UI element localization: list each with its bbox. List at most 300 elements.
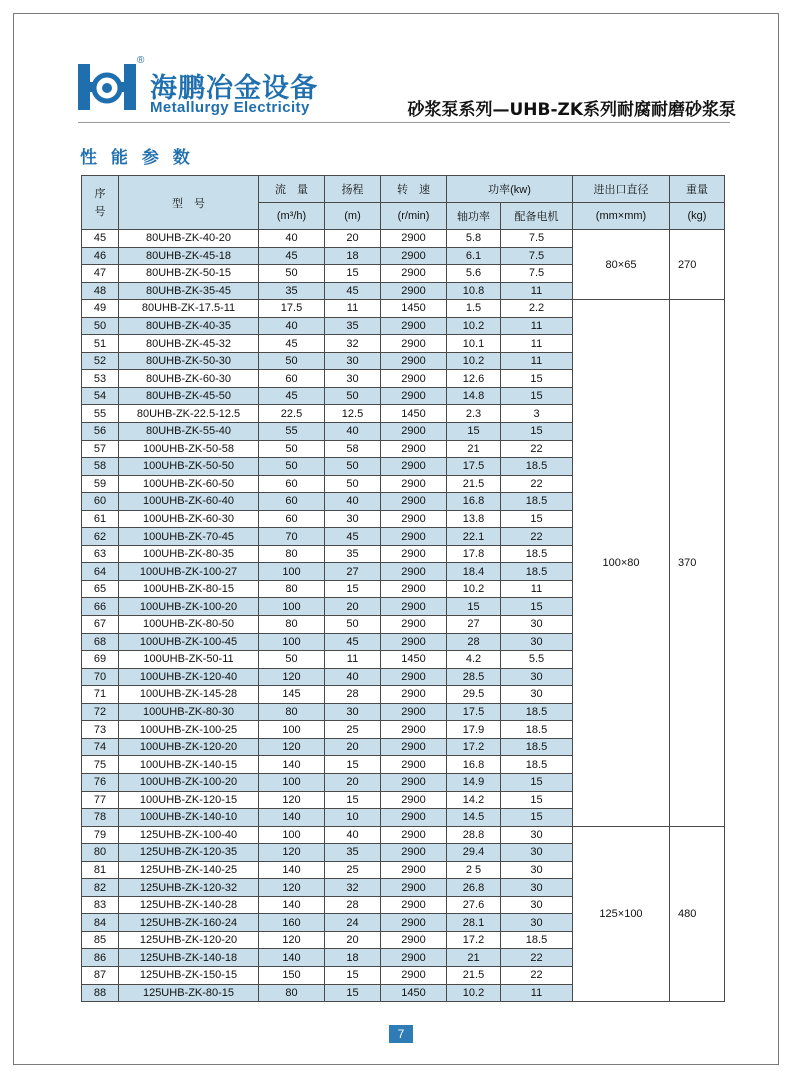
table-row — [82, 826, 725, 844]
row-shaft-power: 17.5 — [447, 703, 501, 721]
row-motor: 11 — [501, 984, 573, 1002]
row-speed: 2900 — [381, 809, 447, 827]
row-speed: 2900 — [381, 528, 447, 546]
row-model: 80UHB-ZK-60-30 — [119, 370, 259, 388]
row-speed: 2900 — [381, 580, 447, 598]
row-model: 100UHB-ZK-60-30 — [119, 510, 259, 528]
row-model: 100UHB-ZK-100-20 — [119, 773, 259, 791]
row-shaft-power: 17.9 — [447, 721, 501, 739]
row-model: 100UHB-ZK-100-25 — [119, 721, 259, 739]
row-model: 80UHB-ZK-40-35 — [119, 317, 259, 335]
row-speed: 2900 — [381, 475, 447, 493]
row-model: 100UHB-ZK-50-11 — [119, 651, 259, 669]
row-no: 65 — [82, 580, 119, 598]
row-no: 80 — [82, 844, 119, 862]
row-speed: 2900 — [381, 966, 447, 984]
row-head: 40 — [325, 668, 381, 686]
row-model: 80UHB-ZK-55-40 — [119, 423, 259, 441]
row-motor: 30 — [501, 668, 573, 686]
row-head: 30 — [325, 352, 381, 370]
row-flow: 145 — [259, 686, 325, 704]
row-head: 11 — [325, 300, 381, 318]
row-flow: 160 — [259, 914, 325, 932]
row-head: 27 — [325, 563, 381, 581]
row-flow: 80 — [259, 580, 325, 598]
row-motor: 15 — [501, 370, 573, 388]
row-no: 74 — [82, 738, 119, 756]
row-no: 61 — [82, 510, 119, 528]
header-divider — [78, 122, 730, 123]
row-flow: 70 — [259, 528, 325, 546]
row-flow: 120 — [259, 668, 325, 686]
row-motor: 11 — [501, 282, 573, 300]
row-model: 100UHB-ZK-120-20 — [119, 738, 259, 756]
header-speed: 转 速 — [381, 176, 447, 203]
row-no: 72 — [82, 703, 119, 721]
row-speed: 2900 — [381, 265, 447, 283]
row-speed: 2900 — [381, 861, 447, 879]
row-speed: 2900 — [381, 616, 447, 634]
row-model: 80UHB-ZK-35-45 — [119, 282, 259, 300]
row-flow: 55 — [259, 423, 325, 441]
row-model: 125UHB-ZK-120-20 — [119, 931, 259, 949]
row-shaft-power: 21 — [447, 949, 501, 967]
row-head: 20 — [325, 931, 381, 949]
row-head: 25 — [325, 861, 381, 879]
row-no: 52 — [82, 352, 119, 370]
row-no: 84 — [82, 914, 119, 932]
row-no: 82 — [82, 879, 119, 897]
row-model: 125UHB-ZK-150-15 — [119, 966, 259, 984]
row-model: 100UHB-ZK-100-27 — [119, 563, 259, 581]
row-shaft-power: 1.5 — [447, 300, 501, 318]
row-head: 20 — [325, 230, 381, 248]
header-model: 型 号 — [119, 176, 259, 230]
row-model: 100UHB-ZK-120-40 — [119, 668, 259, 686]
row-motor: 18.5 — [501, 756, 573, 774]
row-shaft-power: 15 — [447, 423, 501, 441]
row-speed: 2900 — [381, 896, 447, 914]
row-shaft-power: 17.8 — [447, 545, 501, 563]
row-shaft-power: 10.2 — [447, 984, 501, 1002]
row-flow: 150 — [259, 966, 325, 984]
row-model: 100UHB-ZK-60-40 — [119, 493, 259, 511]
row-model: 100UHB-ZK-80-35 — [119, 545, 259, 563]
row-model: 80UHB-ZK-22.5-12.5 — [119, 405, 259, 423]
row-shaft-power: 5.8 — [447, 230, 501, 248]
row-no: 46 — [82, 247, 119, 265]
row-no: 73 — [82, 721, 119, 739]
row-flow: 100 — [259, 633, 325, 651]
row-no: 56 — [82, 423, 119, 441]
row-model: 100UHB-ZK-140-15 — [119, 756, 259, 774]
row-flow: 35 — [259, 282, 325, 300]
row-model: 125UHB-ZK-140-18 — [119, 949, 259, 967]
row-speed: 2900 — [381, 738, 447, 756]
row-shaft-power: 17.5 — [447, 458, 501, 476]
row-head: 58 — [325, 440, 381, 458]
row-no: 70 — [82, 668, 119, 686]
row-motor: 22 — [501, 440, 573, 458]
row-shaft-power: 10.2 — [447, 580, 501, 598]
header-weight-unit: (kg) — [670, 203, 725, 230]
row-no: 68 — [82, 633, 119, 651]
row-shaft-power: 6.1 — [447, 247, 501, 265]
row-speed: 2900 — [381, 826, 447, 844]
row-shaft-power: 2 5 — [447, 861, 501, 879]
header-head-unit: (m) — [325, 203, 381, 230]
row-no: 57 — [82, 440, 119, 458]
row-shaft-power: 10.8 — [447, 282, 501, 300]
header-diameter-unit: (mm×mm) — [573, 203, 670, 230]
row-shaft-power: 14.5 — [447, 809, 501, 827]
row-flow: 60 — [259, 475, 325, 493]
row-speed: 2900 — [381, 931, 447, 949]
row-flow: 60 — [259, 370, 325, 388]
row-no: 51 — [82, 335, 119, 353]
row-head: 20 — [325, 738, 381, 756]
row-no: 86 — [82, 949, 119, 967]
row-flow: 45 — [259, 387, 325, 405]
row-speed: 2900 — [381, 773, 447, 791]
header-head: 扬程 — [325, 176, 381, 203]
row-speed: 2900 — [381, 493, 447, 511]
row-no: 87 — [82, 966, 119, 984]
row-no: 83 — [82, 896, 119, 914]
row-speed: 2900 — [381, 423, 447, 441]
row-model: 125UHB-ZK-120-32 — [119, 879, 259, 897]
row-motor: 11 — [501, 352, 573, 370]
row-head: 15 — [325, 580, 381, 598]
row-flow: 50 — [259, 265, 325, 283]
row-head: 45 — [325, 282, 381, 300]
row-motor: 11 — [501, 580, 573, 598]
row-shaft-power: 27 — [447, 616, 501, 634]
row-model: 100UHB-ZK-50-50 — [119, 458, 259, 476]
row-model: 125UHB-ZK-80-15 — [119, 984, 259, 1002]
row-no: 48 — [82, 282, 119, 300]
row-head: 25 — [325, 721, 381, 739]
header-flow-unit: (m³/h) — [259, 203, 325, 230]
row-flow: 45 — [259, 335, 325, 353]
performance-table — [81, 175, 725, 1002]
row-head: 35 — [325, 545, 381, 563]
table-row — [82, 300, 725, 318]
row-head: 40 — [325, 826, 381, 844]
row-model: 125UHB-ZK-160-24 — [119, 914, 259, 932]
row-no: 66 — [82, 598, 119, 616]
row-flow: 100 — [259, 826, 325, 844]
brand-name-cn: 海鹏冶金设备 — [150, 73, 318, 104]
row-shaft-power: 21.5 — [447, 475, 501, 493]
row-head: 15 — [325, 756, 381, 774]
row-shaft-power: 27.6 — [447, 896, 501, 914]
row-flow: 45 — [259, 247, 325, 265]
page-number: 7 — [389, 1025, 413, 1043]
row-head: 50 — [325, 387, 381, 405]
row-shaft-power: 14.8 — [447, 387, 501, 405]
row-shaft-power: 28 — [447, 633, 501, 651]
row-no: 63 — [82, 545, 119, 563]
row-speed: 2900 — [381, 844, 447, 862]
row-no: 47 — [82, 265, 119, 283]
row-no: 79 — [82, 826, 119, 844]
header-shaft-power: 轴功率 — [447, 203, 501, 230]
row-model: 100UHB-ZK-100-20 — [119, 598, 259, 616]
row-speed: 2900 — [381, 949, 447, 967]
row-speed: 2900 — [381, 703, 447, 721]
row-motor: 18.5 — [501, 545, 573, 563]
header-speed-unit: (r/min) — [381, 203, 447, 230]
row-speed: 2900 — [381, 721, 447, 739]
row-shaft-power: 28.1 — [447, 914, 501, 932]
row-model: 100UHB-ZK-120-15 — [119, 791, 259, 809]
row-flow: 100 — [259, 721, 325, 739]
row-model: 80UHB-ZK-17.5-11 — [119, 300, 259, 318]
row-model: 125UHB-ZK-140-28 — [119, 896, 259, 914]
row-flow: 80 — [259, 545, 325, 563]
registered-mark: ® — [137, 55, 145, 66]
row-model: 100UHB-ZK-140-10 — [119, 809, 259, 827]
row-no: 76 — [82, 773, 119, 791]
brand-name-en: Metallurgy Electricity — [150, 99, 310, 116]
header-motor: 配备电机 — [501, 203, 573, 230]
header-no — [82, 176, 119, 230]
row-head: 12.5 — [325, 405, 381, 423]
row-speed: 2900 — [381, 352, 447, 370]
section-title: 性 能 参 数 — [80, 148, 194, 168]
row-model: 100UHB-ZK-80-30 — [119, 703, 259, 721]
row-speed: 2900 — [381, 563, 447, 581]
row-head: 45 — [325, 633, 381, 651]
row-flow: 50 — [259, 458, 325, 476]
header-diameter: 进出口直径 — [573, 176, 670, 203]
group-weight: 370 — [670, 300, 725, 826]
row-speed: 2900 — [381, 247, 447, 265]
row-shaft-power: 22.1 — [447, 528, 501, 546]
row-motor: 22 — [501, 949, 573, 967]
row-speed: 2900 — [381, 440, 447, 458]
row-no: 60 — [82, 493, 119, 511]
row-motor: 11 — [501, 317, 573, 335]
row-head: 50 — [325, 616, 381, 634]
row-motor: 15 — [501, 791, 573, 809]
row-flow: 17.5 — [259, 300, 325, 318]
row-motor: 7.5 — [501, 230, 573, 248]
row-motor: 2.2 — [501, 300, 573, 318]
row-flow: 140 — [259, 809, 325, 827]
hp-logo-icon — [78, 58, 148, 116]
row-shaft-power: 28.8 — [447, 826, 501, 844]
row-model: 125UHB-ZK-140-25 — [119, 861, 259, 879]
row-no: 50 — [82, 317, 119, 335]
row-speed: 2900 — [381, 686, 447, 704]
row-no: 88 — [82, 984, 119, 1002]
row-motor: 30 — [501, 826, 573, 844]
row-flow: 140 — [259, 861, 325, 879]
row-speed: 1450 — [381, 405, 447, 423]
row-motor: 18.5 — [501, 493, 573, 511]
row-speed: 2900 — [381, 335, 447, 353]
row-flow: 40 — [259, 317, 325, 335]
row-motor: 30 — [501, 633, 573, 651]
row-speed: 2900 — [381, 230, 447, 248]
row-motor: 7.5 — [501, 247, 573, 265]
row-motor: 30 — [501, 844, 573, 862]
row-no: 62 — [82, 528, 119, 546]
row-motor: 15 — [501, 809, 573, 827]
row-shaft-power: 21 — [447, 440, 501, 458]
row-speed: 2900 — [381, 387, 447, 405]
row-head: 15 — [325, 984, 381, 1002]
row-motor: 15 — [501, 598, 573, 616]
row-head: 45 — [325, 528, 381, 546]
row-flow: 120 — [259, 844, 325, 862]
row-motor: 22 — [501, 966, 573, 984]
row-motor: 18.5 — [501, 931, 573, 949]
row-flow: 120 — [259, 738, 325, 756]
row-flow: 120 — [259, 791, 325, 809]
group-weight: 480 — [670, 826, 725, 1001]
row-head: 32 — [325, 879, 381, 897]
row-shaft-power: 5.6 — [447, 265, 501, 283]
row-flow: 50 — [259, 440, 325, 458]
row-speed: 2900 — [381, 510, 447, 528]
row-no: 67 — [82, 616, 119, 634]
row-model: 100UHB-ZK-60-50 — [119, 475, 259, 493]
row-no: 81 — [82, 861, 119, 879]
row-shaft-power: 15 — [447, 598, 501, 616]
row-motor: 18.5 — [501, 458, 573, 476]
table-row — [82, 230, 725, 248]
row-speed: 2900 — [381, 317, 447, 335]
row-no: 55 — [82, 405, 119, 423]
row-speed: 2900 — [381, 598, 447, 616]
row-head: 18 — [325, 247, 381, 265]
row-speed: 2900 — [381, 282, 447, 300]
row-head: 50 — [325, 458, 381, 476]
table-header — [82, 176, 725, 230]
row-no: 45 — [82, 230, 119, 248]
row-speed: 2900 — [381, 756, 447, 774]
row-flow: 80 — [259, 616, 325, 634]
row-speed: 1450 — [381, 651, 447, 669]
row-no: 64 — [82, 563, 119, 581]
row-head: 24 — [325, 914, 381, 932]
row-motor: 15 — [501, 510, 573, 528]
row-shaft-power: 4.2 — [447, 651, 501, 669]
header-weight: 重量 — [670, 176, 725, 203]
row-head: 50 — [325, 475, 381, 493]
row-no: 54 — [82, 387, 119, 405]
row-model: 100UHB-ZK-100-45 — [119, 633, 259, 651]
row-motor: 15 — [501, 423, 573, 441]
group-diameter: 100×80 — [573, 300, 670, 826]
row-flow: 50 — [259, 352, 325, 370]
row-shaft-power: 16.8 — [447, 756, 501, 774]
row-motor: 30 — [501, 861, 573, 879]
row-flow: 50 — [259, 651, 325, 669]
row-motor: 11 — [501, 335, 573, 353]
row-speed: 2900 — [381, 458, 447, 476]
row-head: 15 — [325, 791, 381, 809]
row-shaft-power: 2.3 — [447, 405, 501, 423]
row-shaft-power: 21.5 — [447, 966, 501, 984]
group-diameter: 125×100 — [573, 826, 670, 1001]
row-head: 30 — [325, 510, 381, 528]
row-model: 80UHB-ZK-45-32 — [119, 335, 259, 353]
row-head: 40 — [325, 423, 381, 441]
row-speed: 2900 — [381, 668, 447, 686]
row-model: 125UHB-ZK-120-35 — [119, 844, 259, 862]
row-head: 35 — [325, 844, 381, 862]
row-no: 53 — [82, 370, 119, 388]
header-title: 砂浆泵系列—UHB-ZK系列耐腐耐磨砂浆泵 — [407, 100, 736, 120]
row-shaft-power: 10.2 — [447, 352, 501, 370]
row-speed: 2900 — [381, 879, 447, 897]
row-speed: 2900 — [381, 791, 447, 809]
row-head: 40 — [325, 493, 381, 511]
group-diameter: 80×65 — [573, 230, 670, 300]
row-no: 78 — [82, 809, 119, 827]
row-head: 18 — [325, 949, 381, 967]
row-no: 49 — [82, 300, 119, 318]
row-shaft-power: 10.1 — [447, 335, 501, 353]
row-motor: 30 — [501, 616, 573, 634]
row-flow: 140 — [259, 756, 325, 774]
row-model: 80UHB-ZK-50-30 — [119, 352, 259, 370]
row-speed: 2900 — [381, 914, 447, 932]
row-shaft-power: 17.2 — [447, 931, 501, 949]
row-motor: 30 — [501, 914, 573, 932]
row-no: 71 — [82, 686, 119, 704]
row-model: 80UHB-ZK-45-50 — [119, 387, 259, 405]
row-speed: 1450 — [381, 984, 447, 1002]
row-head: 28 — [325, 896, 381, 914]
header-no-label: 序号 — [94, 187, 106, 218]
row-model: 80UHB-ZK-50-15 — [119, 265, 259, 283]
row-shaft-power: 28.5 — [447, 668, 501, 686]
row-motor: 18.5 — [501, 563, 573, 581]
row-head: 15 — [325, 966, 381, 984]
row-speed: 2900 — [381, 545, 447, 563]
row-flow: 120 — [259, 879, 325, 897]
row-model: 100UHB-ZK-80-15 — [119, 580, 259, 598]
row-flow: 100 — [259, 598, 325, 616]
row-motor: 5.5 — [501, 651, 573, 669]
row-head: 30 — [325, 370, 381, 388]
row-motor: 15 — [501, 773, 573, 791]
row-flow: 60 — [259, 510, 325, 528]
row-speed: 1450 — [381, 300, 447, 318]
row-no: 69 — [82, 651, 119, 669]
row-model: 80UHB-ZK-40-20 — [119, 230, 259, 248]
row-motor: 30 — [501, 686, 573, 704]
row-motor: 7.5 — [501, 265, 573, 283]
row-head: 28 — [325, 686, 381, 704]
row-flow: 22.5 — [259, 405, 325, 423]
row-model: 100UHB-ZK-70-45 — [119, 528, 259, 546]
row-flow: 80 — [259, 703, 325, 721]
row-head: 11 — [325, 651, 381, 669]
row-motor: 22 — [501, 475, 573, 493]
row-shaft-power: 29.5 — [447, 686, 501, 704]
row-model: 125UHB-ZK-100-40 — [119, 826, 259, 844]
row-motor: 30 — [501, 879, 573, 897]
row-no: 77 — [82, 791, 119, 809]
header-flow: 流 量 — [259, 176, 325, 203]
group-weight: 270 — [670, 230, 725, 300]
